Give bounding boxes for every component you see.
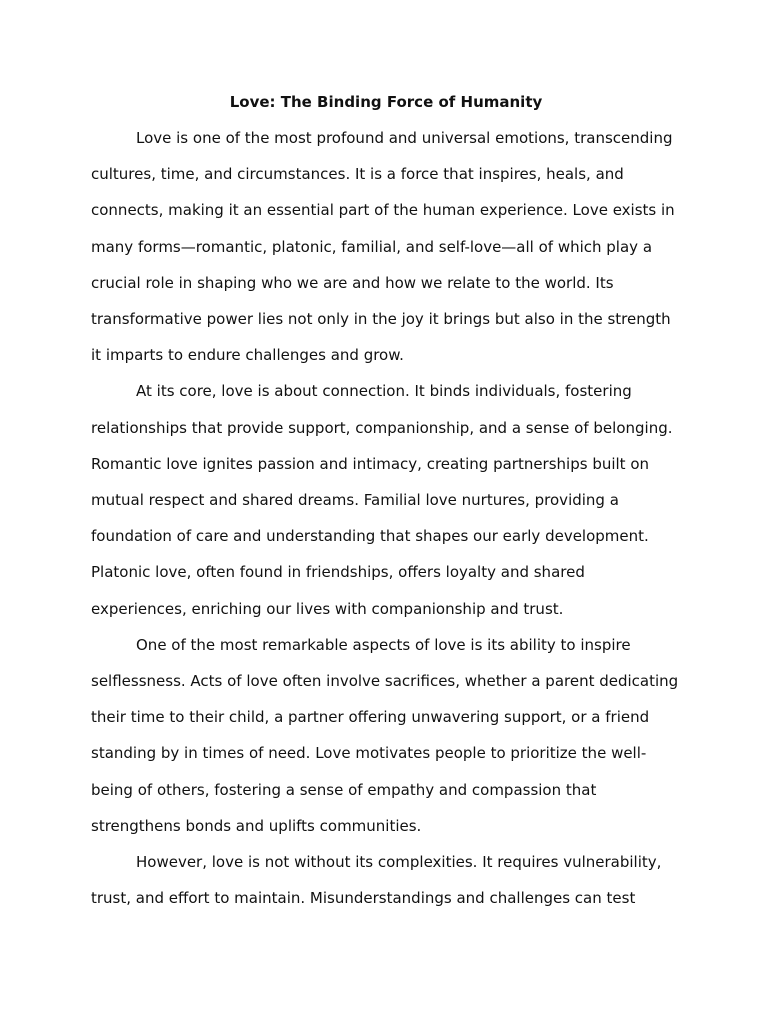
paragraph-3: One of the most remarkable aspects of love is its ability to inspire selflessness. Acts of love often involve sacrifices, whether a parent dedicating their time to their child, a partner offering unwavering support, or a friend standing by in times of need. Love motivates people to prioritize the well-being of others, fostering a sense of empathy and compassion that strengthens bonds and uplifts communities. xyxy=(91,635,679,835)
document-body xyxy=(91,84,681,916)
document-title: Love: The Binding Force of Humanity xyxy=(229,93,543,111)
paragraph-2: At its core, love is about connection. It binds individuals, fostering relationships that provide support, companionship, and a sense of belonging. Romantic love ignites passion and intimacy, creating partnerships built on mutual respect and shared dreams. Familial love nurtures, providing a foundation of care and understanding that shapes our early development. Platonic love, often found in friendships, offers loyalty and shared experiences, enriching our lives with companionship and trust. xyxy=(91,382,673,618)
paragraph-4: However, love is not without its complexities. It requires vulnerability, trust, and effort to maintain. Misunderstandings and challenges can test xyxy=(91,853,662,908)
paragraph-1: Love is one of the most profound and universal emotions, transcending cultures, time, and circumstances. It is a force that inspires, heals, and connects, making it an essential part of the human experience. Love exists in many forms—romantic, platonic, familial, and self-love—all of which play a crucial role in shaping who we are and how we relate to the world. Its transformative power lies not only in the joy it brings but also in the strength it imparts to endure challenges and grow. xyxy=(91,129,675,365)
